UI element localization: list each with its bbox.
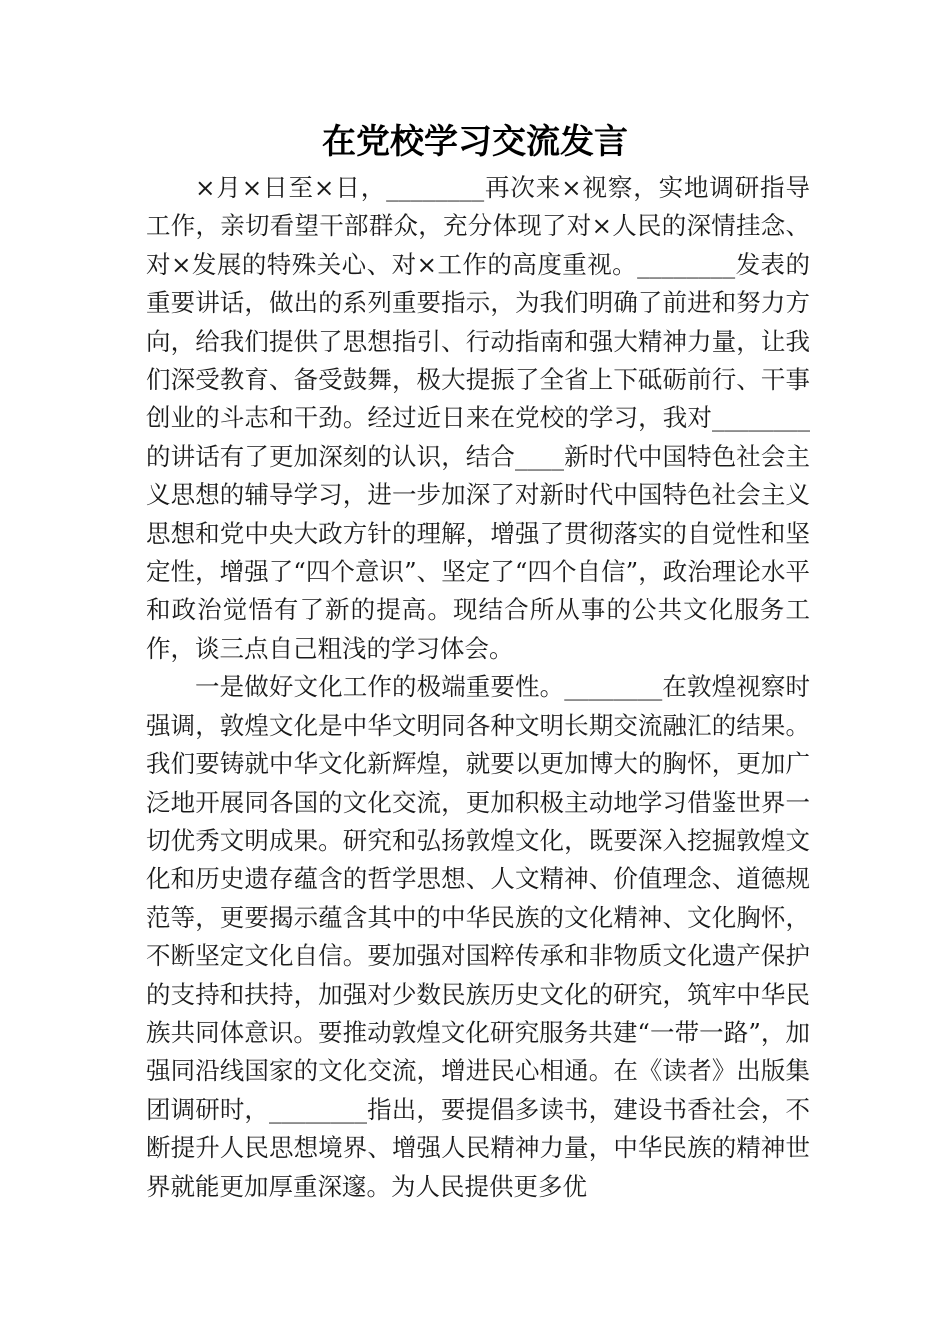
paragraph-intro: ×月×日至×日，________再次来×视察，实地调研指导工作，亲切看望干部群众，充分体现了对×人民的深情挂念、对×发展的特殊关心、对×工作的高度重视。________发表的重要讲话，做出的系列重要指示，为我们明确了前进和努力方向，给我们提供了思想指引、行动指南和强大精神力量，让我们深受教育、备受鼓舞，极大提振了全省上下砥砺前行、干事创业的斗志和干劲。经过近日来在党校的学习，我对________的讲话有了更加深刻的认识，结合____新时代中国特色社会主义思想的辅导学习，进一步加深了对新时代中国特色社会主义思想和党中央大政方针的理解，增强了贯彻落实的自觉性和坚定性，增强了“四个意识”、坚定了“四个自信”，政治理论水平和政治觉悟有了新的提高。现结合所从事的公共文化服务工作，谈三点自己粗浅的学习体会。 — [146, 173, 810, 663]
paragraph-point-one: 一是做好文化工作的极端重要性。________在敦煌视察时强调，敦煌文化是中华文明同各种文明长期交流融汇的结果。我们要铸就中华文化新辉煌，就要以更加博大的胸怀，更加广泛地开展同各国的文化交流，更加积极主动地学习借鉴世界一切优秀文明成果。研究和弘扬敦煌文化，既要深入挖掘敦煌文化和历史遗存蕴含的哲学思想、人文精神、价值理念、道德规范等，更要揭示蕴含其中的中华民族的文化精神、文化胸怀，不断坚定文化自信。要加强对国粹传承和非物质文化遗产保护的支持和扶持，加强对少数民族历史文化的研究，筑牢中华民族共同体意识。要推动敦煌文化研究服务共建“一带一路”，加强同沿线国家的文化交流，增进民心相通。在《读者》出版集团调研时，________指出，要提倡多读书，建设书香社会，不断提升人民思想境界、增强人民精神力量，中华民族的精神世界就能更加厚重深邃。为人民提供更多优 — [146, 672, 810, 1201]
document-title: 在党校学习交流发言 — [322, 122, 628, 162]
document-body — [146, 169, 810, 1206]
